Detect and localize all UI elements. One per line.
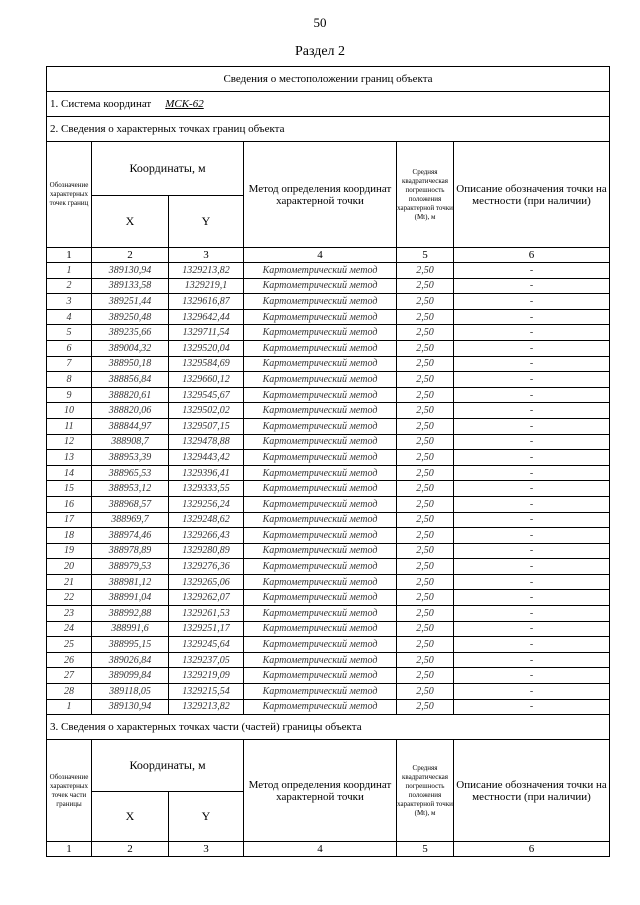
- coord-y: 1329266,43: [169, 528, 244, 544]
- column-number: 6: [454, 842, 610, 857]
- coord-x: 388844,97: [92, 418, 169, 434]
- description: -: [454, 294, 610, 310]
- coord-y: 1329396,41: [169, 465, 244, 481]
- coord-y: 1329213,82: [169, 263, 244, 279]
- accuracy: 2,50: [397, 387, 454, 403]
- point-number: 8: [47, 372, 92, 388]
- coord-x: 388991,04: [92, 590, 169, 606]
- description: -: [454, 543, 610, 559]
- table-row: [47, 403, 610, 419]
- description: -: [454, 403, 610, 419]
- method: Картометрический метод: [244, 637, 397, 653]
- point-number: 21: [47, 574, 92, 590]
- accuracy: 2,50: [397, 574, 454, 590]
- coord-y: 1329478,88: [169, 434, 244, 450]
- header-part-point-designation: Обозначение характерных точек части границы: [47, 740, 92, 842]
- method: Картометрический метод: [244, 465, 397, 481]
- coord-y: 1329333,55: [169, 481, 244, 497]
- method: Картометрический метод: [244, 481, 397, 497]
- coord-x: 388820,06: [92, 403, 169, 419]
- accuracy: 2,50: [397, 294, 454, 310]
- coord-y: 1329276,36: [169, 559, 244, 575]
- header-row-part: [47, 740, 610, 792]
- coord-x: 388992,88: [92, 606, 169, 622]
- section2-title: 2. Сведения о характерных точках границ объекта: [47, 117, 610, 142]
- page-number: 50: [313, 15, 327, 30]
- column-number-row: [47, 248, 610, 263]
- coord-y: 1329256,24: [169, 496, 244, 512]
- point-number: 15: [47, 481, 92, 497]
- accuracy: 2,50: [397, 637, 454, 653]
- method: Картометрический метод: [244, 496, 397, 512]
- point-number: 4: [47, 309, 92, 325]
- coord-y: 1329660,12: [169, 372, 244, 388]
- column-number: 4: [244, 842, 397, 857]
- method: Картометрический метод: [244, 278, 397, 294]
- accuracy: 2,50: [397, 606, 454, 622]
- point-number: 20: [47, 559, 92, 575]
- accuracy: 2,50: [397, 465, 454, 481]
- coord-y: 1329237,05: [169, 652, 244, 668]
- coord-x: 388820,61: [92, 387, 169, 403]
- accuracy: 2,50: [397, 684, 454, 700]
- accuracy: 2,50: [397, 403, 454, 419]
- coord-y: 1329245,64: [169, 637, 244, 653]
- header-method: Метод определения координат характерной точки: [244, 142, 397, 248]
- description: -: [454, 606, 610, 622]
- coord-x: 389099,84: [92, 668, 169, 684]
- accuracy: 2,50: [397, 699, 454, 715]
- table-row: [47, 699, 610, 715]
- coord-x: 389118,05: [92, 684, 169, 700]
- table-row: [47, 559, 610, 575]
- coord-y: 1329711,54: [169, 325, 244, 341]
- section2-title-row: [47, 117, 610, 142]
- section3-title-row: [47, 715, 610, 740]
- method: Картометрический метод: [244, 325, 397, 341]
- description: -: [454, 574, 610, 590]
- coord-x: 388968,57: [92, 496, 169, 512]
- point-number: 10: [47, 403, 92, 419]
- accuracy: 2,50: [397, 450, 454, 466]
- header-description: Описание обозначения точки на местности (при наличии): [454, 142, 610, 248]
- table-row: [47, 621, 610, 637]
- point-number: 27: [47, 668, 92, 684]
- method: Картометрический метод: [244, 606, 397, 622]
- column-number: 5: [397, 842, 454, 857]
- accuracy: 2,50: [397, 418, 454, 434]
- accuracy: 2,50: [397, 481, 454, 497]
- method: Картометрический метод: [244, 512, 397, 528]
- method: Картометрический метод: [244, 684, 397, 700]
- method: Картометрический метод: [244, 621, 397, 637]
- description: -: [454, 559, 610, 575]
- coord-system-row: [47, 92, 610, 117]
- method: Картометрический метод: [244, 294, 397, 310]
- table-row: [47, 325, 610, 341]
- coord-x: 388995,15: [92, 637, 169, 653]
- column-number: 2: [92, 842, 169, 857]
- coord-x: 388991,6: [92, 621, 169, 637]
- point-number: 24: [47, 621, 92, 637]
- header-point-designation: Обозначение характерных точек границ: [47, 142, 92, 248]
- coord-x: 389250,48: [92, 309, 169, 325]
- method: Картометрический метод: [244, 668, 397, 684]
- description: -: [454, 356, 610, 372]
- description: -: [454, 434, 610, 450]
- table-row: [47, 668, 610, 684]
- point-number: 16: [47, 496, 92, 512]
- coord-x: 389251,44: [92, 294, 169, 310]
- coord-y: 1329545,67: [169, 387, 244, 403]
- coord-y: 1329502,02: [169, 403, 244, 419]
- method: Картометрический метод: [244, 372, 397, 388]
- accuracy: 2,50: [397, 434, 454, 450]
- table-row: [47, 340, 610, 356]
- accuracy: 2,50: [397, 652, 454, 668]
- table-title-row: [47, 67, 610, 92]
- table-row: [47, 481, 610, 497]
- accuracy: 2,50: [397, 590, 454, 606]
- coord-y: 1329219,1: [169, 278, 244, 294]
- boundary-table: [46, 66, 610, 857]
- description: -: [454, 637, 610, 653]
- table-row: [47, 387, 610, 403]
- point-number: 3: [47, 294, 92, 310]
- table-row: [47, 543, 610, 559]
- point-number: 5: [47, 325, 92, 341]
- column-number-row-part: [47, 842, 610, 857]
- description: -: [454, 263, 610, 279]
- method: Картометрический метод: [244, 263, 397, 279]
- method: Картометрический метод: [244, 434, 397, 450]
- method: Картометрический метод: [244, 559, 397, 575]
- point-number: 2: [47, 278, 92, 294]
- description: -: [454, 496, 610, 512]
- point-number: 7: [47, 356, 92, 372]
- header-row: [47, 142, 610, 196]
- description: -: [454, 278, 610, 294]
- coord-x: 388856,84: [92, 372, 169, 388]
- description: -: [454, 387, 610, 403]
- table-row: [47, 418, 610, 434]
- point-number: 18: [47, 528, 92, 544]
- table-row: [47, 434, 610, 450]
- header-coordinates-part: Координаты, м: [92, 740, 244, 792]
- coord-x: 388981,12: [92, 574, 169, 590]
- header-y: Y: [169, 196, 244, 248]
- accuracy: 2,50: [397, 278, 454, 294]
- accuracy: 2,50: [397, 543, 454, 559]
- accuracy: 2,50: [397, 372, 454, 388]
- coord-y: 1329262,07: [169, 590, 244, 606]
- description: -: [454, 450, 610, 466]
- description: -: [454, 340, 610, 356]
- coord-y: 1329261,53: [169, 606, 244, 622]
- coord-x: 389130,94: [92, 263, 169, 279]
- table-row: [47, 652, 610, 668]
- coord-x: 388969,7: [92, 512, 169, 528]
- coord-x: 388950,18: [92, 356, 169, 372]
- coord-x: 389026,84: [92, 652, 169, 668]
- accuracy: 2,50: [397, 340, 454, 356]
- method: Картометрический метод: [244, 450, 397, 466]
- coord-y: 1329213,82: [169, 699, 244, 715]
- description: -: [454, 512, 610, 528]
- method: Картометрический метод: [244, 403, 397, 419]
- coord-x: 389235,66: [92, 325, 169, 341]
- header-x: X: [92, 196, 169, 248]
- method: Картометрический метод: [244, 356, 397, 372]
- coord-x: 389004,32: [92, 340, 169, 356]
- accuracy: 2,50: [397, 356, 454, 372]
- table-row: [47, 637, 610, 653]
- section-title: Раздел 2: [294, 44, 346, 59]
- point-number: 1: [47, 263, 92, 279]
- header-coordinates: Координаты, м: [92, 142, 244, 196]
- description: -: [454, 372, 610, 388]
- point-number: 17: [47, 512, 92, 528]
- accuracy: 2,50: [397, 668, 454, 684]
- coord-y: 1329616,87: [169, 294, 244, 310]
- method: Картометрический метод: [244, 574, 397, 590]
- table-row: [47, 512, 610, 528]
- table-row: [47, 356, 610, 372]
- description: -: [454, 699, 610, 715]
- coord-x: 388908,7: [92, 434, 169, 450]
- column-number: 4: [244, 248, 397, 263]
- description: -: [454, 652, 610, 668]
- point-number: 1: [47, 699, 92, 715]
- accuracy: 2,50: [397, 325, 454, 341]
- table-row: [47, 684, 610, 700]
- table-row: [47, 574, 610, 590]
- header-description-part: Описание обозначения точки на местности (при наличии): [454, 740, 610, 842]
- table-row: [47, 450, 610, 466]
- table-title: Сведения о местоположении границ объекта: [47, 67, 610, 92]
- method: Картометрический метод: [244, 528, 397, 544]
- table-row: [47, 496, 610, 512]
- coord-y: 1329280,89: [169, 543, 244, 559]
- coord-x: 388974,46: [92, 528, 169, 544]
- point-number: 26: [47, 652, 92, 668]
- description: -: [454, 528, 610, 544]
- point-number: 25: [47, 637, 92, 653]
- description: -: [454, 481, 610, 497]
- table-row: [47, 372, 610, 388]
- header-method-part: Метод определения координат характерной точки: [244, 740, 397, 842]
- section3-title: 3. Сведения о характерных точках части (частей) границы объекта: [47, 715, 610, 740]
- method: Картометрический метод: [244, 543, 397, 559]
- description: -: [454, 465, 610, 481]
- coord-x: 389130,94: [92, 699, 169, 715]
- description: -: [454, 590, 610, 606]
- point-number: 23: [47, 606, 92, 622]
- point-number: 22: [47, 590, 92, 606]
- method: Картометрический метод: [244, 418, 397, 434]
- method: Картометрический метод: [244, 309, 397, 325]
- coord-y: 1329248,62: [169, 512, 244, 528]
- coord-y: 1329584,69: [169, 356, 244, 372]
- point-number: 9: [47, 387, 92, 403]
- method: Картометрический метод: [244, 590, 397, 606]
- column-number: 1: [47, 248, 92, 263]
- header-y-part: Y: [169, 792, 244, 842]
- coord-y: 1329443,42: [169, 450, 244, 466]
- column-number: 1: [47, 842, 92, 857]
- coord-system-label: 1. Система координат: [50, 98, 152, 110]
- coord-x: 388953,12: [92, 481, 169, 497]
- coord-y: 1329642,44: [169, 309, 244, 325]
- accuracy: 2,50: [397, 263, 454, 279]
- description: -: [454, 668, 610, 684]
- coord-x: 389133,58: [92, 278, 169, 294]
- coord-y: 1329507,15: [169, 418, 244, 434]
- accuracy: 2,50: [397, 309, 454, 325]
- point-number: 6: [47, 340, 92, 356]
- accuracy: 2,50: [397, 621, 454, 637]
- header-accuracy-part: Средняя квадратическая погрешность положения характерной точки (Mt), м: [397, 740, 454, 842]
- point-number: 19: [47, 543, 92, 559]
- method: Картометрический метод: [244, 340, 397, 356]
- coord-y: 1329265,06: [169, 574, 244, 590]
- method: Картометрический метод: [244, 699, 397, 715]
- description: -: [454, 621, 610, 637]
- description: -: [454, 684, 610, 700]
- table-row: [47, 263, 610, 279]
- coord-y: 1329251,17: [169, 621, 244, 637]
- table-row: [47, 606, 610, 622]
- coord-y: 1329215,54: [169, 684, 244, 700]
- header-x-part: X: [92, 792, 169, 842]
- method: Картометрический метод: [244, 387, 397, 403]
- coord-x: 388978,89: [92, 543, 169, 559]
- accuracy: 2,50: [397, 512, 454, 528]
- table-row: [47, 590, 610, 606]
- point-number: 28: [47, 684, 92, 700]
- method: Картометрический метод: [244, 652, 397, 668]
- column-number: 3: [169, 248, 244, 263]
- accuracy: 2,50: [397, 559, 454, 575]
- point-number: 13: [47, 450, 92, 466]
- description: -: [454, 325, 610, 341]
- coord-x: 388953,39: [92, 450, 169, 466]
- coord-system-value: МСК-62: [165, 98, 204, 110]
- column-number: 5: [397, 248, 454, 263]
- table-row: [47, 465, 610, 481]
- column-number: 6: [454, 248, 610, 263]
- coord-x: 388979,53: [92, 559, 169, 575]
- accuracy: 2,50: [397, 528, 454, 544]
- table-row: [47, 294, 610, 310]
- description: -: [454, 418, 610, 434]
- table-row: [47, 278, 610, 294]
- point-number: 11: [47, 418, 92, 434]
- coord-y: 1329520,04: [169, 340, 244, 356]
- table-row: [47, 309, 610, 325]
- coord-y: 1329219,09: [169, 668, 244, 684]
- header-accuracy: Средняя квадратическая погрешность положения характерной точки (Mt), м: [397, 142, 454, 248]
- point-number: 12: [47, 434, 92, 450]
- accuracy: 2,50: [397, 496, 454, 512]
- description: -: [454, 309, 610, 325]
- column-number: 3: [169, 842, 244, 857]
- column-number: 2: [92, 248, 169, 263]
- point-number: 14: [47, 465, 92, 481]
- table-row: [47, 528, 610, 544]
- coord-x: 388965,53: [92, 465, 169, 481]
